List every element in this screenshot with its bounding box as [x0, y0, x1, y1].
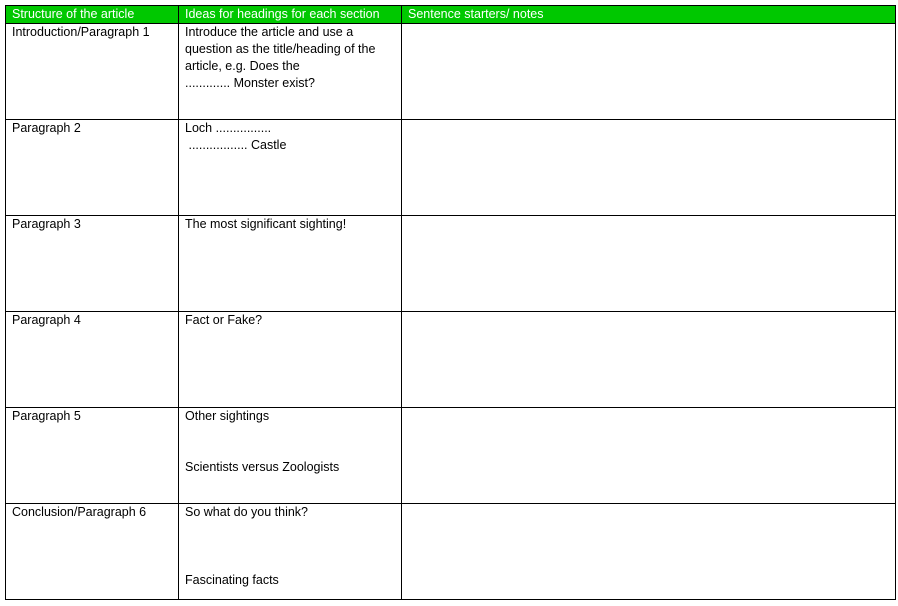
idea-line: ............. Monster exist?	[185, 76, 315, 90]
notes-cell[interactable]	[402, 504, 896, 600]
idea-line: Scientists versus Zoologists	[185, 460, 340, 474]
ideas-cell	[179, 312, 402, 408]
idea-line: So what do you think?	[185, 505, 308, 519]
idea-line: The most significant sighting!	[185, 217, 347, 231]
ideas-cell	[179, 24, 402, 120]
idea-line: Other sightings	[185, 409, 270, 423]
header-ideas: Ideas for headings for each section	[179, 6, 402, 24]
notes-cell[interactable]	[402, 24, 896, 120]
article-structure-table	[5, 5, 896, 600]
idea-line: question as the title/heading of the	[185, 42, 376, 56]
idea-line: Fact or Fake?	[185, 313, 263, 327]
article-planning-sheet	[5, 5, 895, 600]
table-row	[6, 216, 896, 312]
structure-cell: Paragraph 3	[6, 216, 179, 312]
blank-line	[185, 442, 395, 459]
structure-cell: Paragraph 4	[6, 312, 179, 408]
header-notes: Sentence starters/ notes	[402, 6, 896, 24]
notes-cell[interactable]	[402, 408, 896, 504]
notes-cell[interactable]	[402, 120, 896, 216]
table-row	[6, 120, 896, 216]
notes-cell[interactable]	[402, 216, 896, 312]
ideas-cell	[179, 120, 402, 216]
header-structure: Structure of the article	[6, 6, 179, 24]
notes-cell[interactable]	[402, 312, 896, 408]
table-row	[6, 504, 896, 600]
idea-line: article, e.g. Does the	[185, 59, 300, 73]
blank-line	[185, 555, 395, 572]
table-row	[6, 24, 896, 120]
structure-cell: Introduction/Paragraph 1	[6, 24, 179, 120]
blank-line	[185, 538, 395, 555]
idea-line: Introduce the article and use a	[185, 25, 354, 39]
table-row	[6, 408, 896, 504]
structure-cell: Paragraph 5	[6, 408, 179, 504]
ideas-cell	[179, 408, 402, 504]
blank-line	[185, 425, 395, 442]
idea-line: Fascinating facts	[185, 573, 279, 587]
ideas-cell	[179, 504, 402, 600]
structure-cell: Conclusion/Paragraph 6	[6, 504, 179, 600]
idea-line: ................. Castle	[185, 138, 287, 152]
ideas-cell	[179, 216, 402, 312]
idea-line: Loch ................	[185, 121, 272, 135]
blank-line	[185, 521, 395, 538]
table-row	[6, 312, 896, 408]
header-row	[6, 6, 896, 24]
structure-cell: Paragraph 2	[6, 120, 179, 216]
